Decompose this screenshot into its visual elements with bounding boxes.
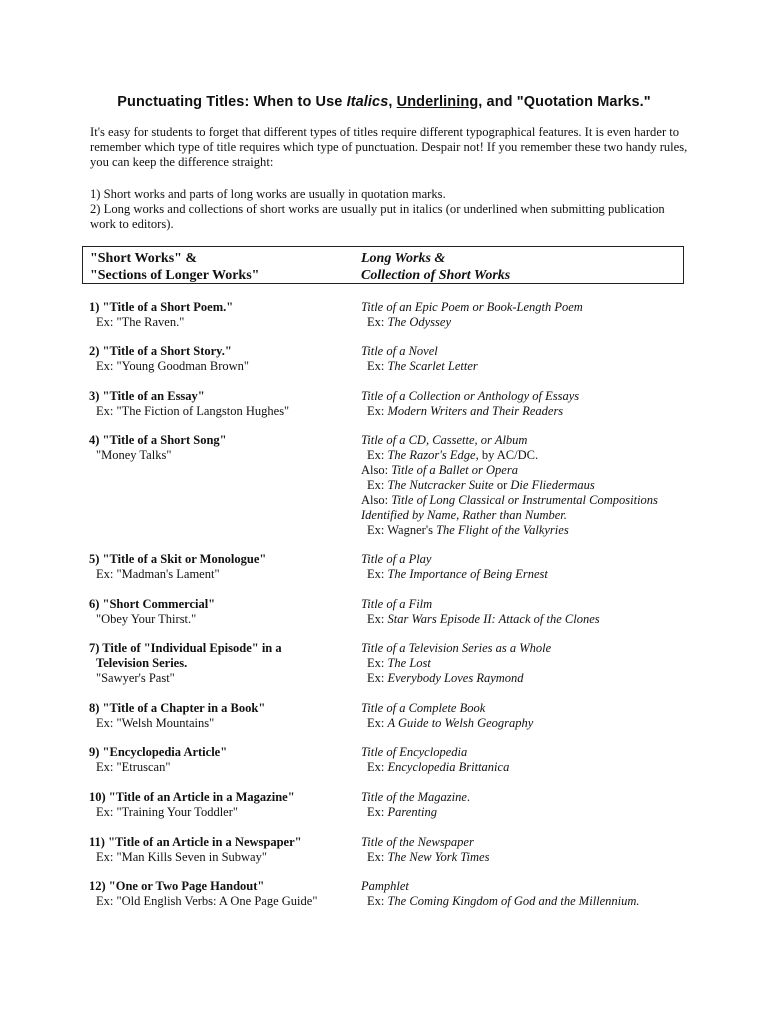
example-prefix: Ex: bbox=[367, 478, 388, 492]
also-prefix: Also: bbox=[361, 493, 392, 507]
entry-long-10 bbox=[361, 790, 691, 820]
example-prefix: Ex: bbox=[367, 448, 388, 462]
entry-short-4 bbox=[89, 433, 349, 463]
entry-long-6 bbox=[361, 597, 691, 627]
entry-long-head: Title of a Complete Book bbox=[361, 701, 486, 715]
entry-short-example: Ex: "The Fiction of Langston Hughes" bbox=[96, 404, 290, 418]
entry-long-3 bbox=[361, 389, 691, 419]
entry-short-example: Ex: "The Raven." bbox=[96, 315, 185, 329]
entry-long-example-2 bbox=[361, 671, 691, 686]
entry-long-7 bbox=[361, 641, 691, 686]
example-title: The Odyssey bbox=[387, 315, 452, 329]
example-prefix: Ex: bbox=[367, 612, 388, 626]
entry-long-head: Title of a Collection or Anthology of Essays bbox=[361, 389, 580, 403]
example-prefix: Ex: bbox=[367, 671, 388, 685]
entry-long-head: Title of a Novel bbox=[361, 344, 438, 358]
example-title: The Nutcracker Suite bbox=[387, 478, 494, 492]
example-prefix: Ex: bbox=[367, 716, 388, 730]
entry-long-12 bbox=[361, 879, 691, 909]
entry-short-head: 5) "Title of a Skit or Monologue" bbox=[89, 552, 267, 566]
entry-short-head: 3) "Title of an Essay" bbox=[89, 389, 205, 403]
example-title: Parenting bbox=[387, 805, 438, 819]
entry-short-head: 11) "Title of an Article in a Newspaper" bbox=[89, 835, 302, 849]
also-title-continued: Identified by Name, Rather than Number. bbox=[361, 508, 567, 522]
short-works-header bbox=[90, 250, 259, 284]
entry-long-head: Title of a Television Series as a Whole bbox=[361, 641, 552, 655]
entry-short-example: Ex: "Man Kills Seven in Subway" bbox=[96, 850, 267, 864]
entry-long-example bbox=[361, 760, 691, 775]
example-title: The Razor's Edge bbox=[387, 448, 476, 462]
entry-short-9 bbox=[89, 745, 349, 775]
entry-long-example bbox=[361, 315, 691, 330]
example-title: Star Wars Episode II: Attack of the Clones bbox=[387, 612, 600, 626]
entry-long-9 bbox=[361, 745, 691, 775]
example-title: Everybody Loves Raymond bbox=[387, 671, 524, 685]
entry-long-example bbox=[361, 567, 691, 582]
example-title: The Lost bbox=[387, 656, 431, 670]
entry-long-head: Title of a CD, Cassette, or Album bbox=[361, 433, 528, 447]
entry-short-2 bbox=[89, 344, 349, 374]
entry-short-example: Ex: "Madman's Lament" bbox=[96, 567, 220, 581]
also-title: Title of Long Classical or Instrumental Compositions bbox=[391, 493, 658, 507]
entry-short-head: 1) "Title of a Short Poem." bbox=[89, 300, 234, 314]
rule-2: 2) Long works and collections of short works are usually put in italics (or underlined when submitting publication work to editors). bbox=[90, 202, 665, 231]
entry-long-example bbox=[361, 612, 691, 627]
entry-short-example: "Sawyer's Past" bbox=[96, 671, 175, 685]
also-title: Title of a Ballet or Opera bbox=[391, 463, 518, 477]
entry-short-head: 7) Title of "Individual Episode" in a bbox=[89, 641, 282, 655]
example-title: Encyclopedia Brittanica bbox=[387, 760, 510, 774]
entry-long-head: Title of a Film bbox=[361, 597, 433, 611]
title-sep1: , bbox=[388, 94, 397, 110]
entry-long-example bbox=[361, 805, 691, 820]
title-part2: , and "Quotation Marks." bbox=[478, 94, 651, 110]
entry-short-example: "Obey Your Thirst." bbox=[96, 612, 197, 626]
entry-long-example bbox=[361, 716, 691, 731]
entry-short-example: Ex: "Welsh Mountains" bbox=[96, 716, 215, 730]
column-header-box bbox=[82, 246, 684, 284]
entry-long-4 bbox=[361, 433, 691, 538]
long-works-header-line2: Collection of Short Works bbox=[361, 268, 511, 283]
example-title: The Scarlet Letter bbox=[387, 359, 478, 373]
also-compositions bbox=[361, 493, 691, 508]
entry-long-2 bbox=[361, 344, 691, 374]
long-works-header bbox=[361, 250, 510, 284]
entry-long-example bbox=[361, 850, 691, 865]
example-prefix: Ex: bbox=[367, 567, 388, 581]
rules-list bbox=[90, 187, 690, 232]
example-title: The New York Times bbox=[387, 850, 490, 864]
example-title: A Guide to Welsh Geography bbox=[387, 716, 534, 730]
entry-long-head: Title of an Epic Poem or Book-Length Poem bbox=[361, 300, 583, 314]
entry-long-head: Title of the Newspaper bbox=[361, 835, 474, 849]
example-title: The Importance of Being Ernest bbox=[387, 567, 548, 581]
entry-long-head: Pamphlet bbox=[361, 879, 409, 893]
entry-short-6 bbox=[89, 597, 349, 627]
intro-paragraph: It's easy for students to forget that different types of titles require different typographical features. It is even harder to remember which type of title requires which type of punctuation. Despair not! If you remember these two handy rules, you can keep the difference straight: bbox=[90, 125, 688, 169]
entry-short-8 bbox=[89, 701, 349, 731]
long-works-header-line1: Long Works & bbox=[361, 251, 446, 266]
short-works-header-line1: "Short Works" & bbox=[90, 251, 198, 266]
entry-long-example bbox=[361, 894, 691, 909]
entry-short-example: Ex: "Etruscan" bbox=[96, 760, 171, 774]
example-title: The Coming Kingdom of God and the Millennium. bbox=[387, 894, 640, 908]
example-prefix: Ex: bbox=[367, 760, 388, 774]
example-title: Modern Writers and Their Readers bbox=[387, 404, 564, 418]
page-title bbox=[0, 94, 768, 110]
title-underlining: Underlining bbox=[396, 94, 479, 110]
entry-short-head: 8) "Title of a Chapter in a Book" bbox=[89, 701, 266, 715]
entry-long-5 bbox=[361, 552, 691, 582]
entry-short-example: "Money Talks" bbox=[96, 448, 172, 462]
example-or: or bbox=[493, 478, 511, 492]
entry-long-example bbox=[361, 656, 691, 671]
example-title: Die Fliedermaus bbox=[510, 478, 595, 492]
rule-1: 1) Short works and parts of long works are usually in quotation marks. bbox=[90, 187, 446, 201]
entry-short-head: 2) "Title of a Short Story." bbox=[89, 344, 232, 358]
entry-short-5 bbox=[89, 552, 349, 582]
example-prefix: Ex: bbox=[367, 850, 388, 864]
entry-long-head bbox=[361, 790, 691, 805]
also-prefix: Also: bbox=[361, 463, 392, 477]
entry-short-head: 12) "One or Two Page Handout" bbox=[89, 879, 265, 893]
entry-long-head: Title of a Play bbox=[361, 552, 432, 566]
entry-long-head-suffix: . bbox=[466, 790, 471, 804]
example-prefix: Ex: bbox=[367, 656, 388, 670]
entry-short-head: 4) "Title of a Short Song" bbox=[89, 433, 227, 447]
entry-long-example bbox=[361, 359, 691, 374]
example-prefix: Ex: bbox=[367, 894, 388, 908]
entry-short-head-continued: Television Series. bbox=[96, 656, 188, 670]
title-italics: Italics bbox=[346, 94, 389, 110]
entry-short-example: Ex: "Training Your Toddler" bbox=[96, 805, 238, 819]
entry-long-head-text: Title of the Magazine bbox=[361, 790, 467, 804]
entry-long-8 bbox=[361, 701, 691, 731]
example-title: The Flight of the Valkyries bbox=[436, 523, 569, 537]
example-prefix: Ex: bbox=[367, 805, 388, 819]
entry-long-head: Title of Encyclopedia bbox=[361, 745, 468, 759]
example-prefix: Ex: bbox=[367, 315, 388, 329]
short-works-header-line2: "Sections of Longer Works" bbox=[90, 268, 260, 283]
example-prefix: Ex: bbox=[367, 359, 388, 373]
entry-short-head: 10) "Title of an Article in a Magazine" bbox=[89, 790, 295, 804]
example-suffix: , by AC/DC. bbox=[475, 448, 539, 462]
entry-short-7 bbox=[89, 641, 349, 686]
also-ballet-opera bbox=[361, 463, 691, 478]
entry-long-11 bbox=[361, 835, 691, 865]
entry-short-head: 6) "Short Commercial" bbox=[89, 597, 216, 611]
entry-short-11 bbox=[89, 835, 349, 865]
also-compositions-example bbox=[361, 523, 691, 538]
example-prefix: Ex: Wagner's bbox=[367, 523, 437, 537]
entry-short-example: Ex: "Young Goodman Brown" bbox=[96, 359, 250, 373]
entry-short-example: Ex: "Old English Verbs: A One Page Guide" bbox=[96, 894, 318, 908]
entry-short-3 bbox=[89, 389, 349, 419]
also-ballet-example bbox=[361, 478, 691, 493]
title-part1: Punctuating Titles: When to Use bbox=[117, 94, 347, 110]
entry-short-12 bbox=[89, 879, 349, 909]
entry-long-1 bbox=[361, 300, 691, 330]
example-prefix: Ex: bbox=[367, 404, 388, 418]
entry-short-head: 9) "Encyclopedia Article" bbox=[89, 745, 228, 759]
entry-short-1 bbox=[89, 300, 349, 330]
entry-short-10 bbox=[89, 790, 349, 820]
entry-long-example bbox=[361, 404, 691, 419]
entry-long-example bbox=[361, 448, 691, 463]
